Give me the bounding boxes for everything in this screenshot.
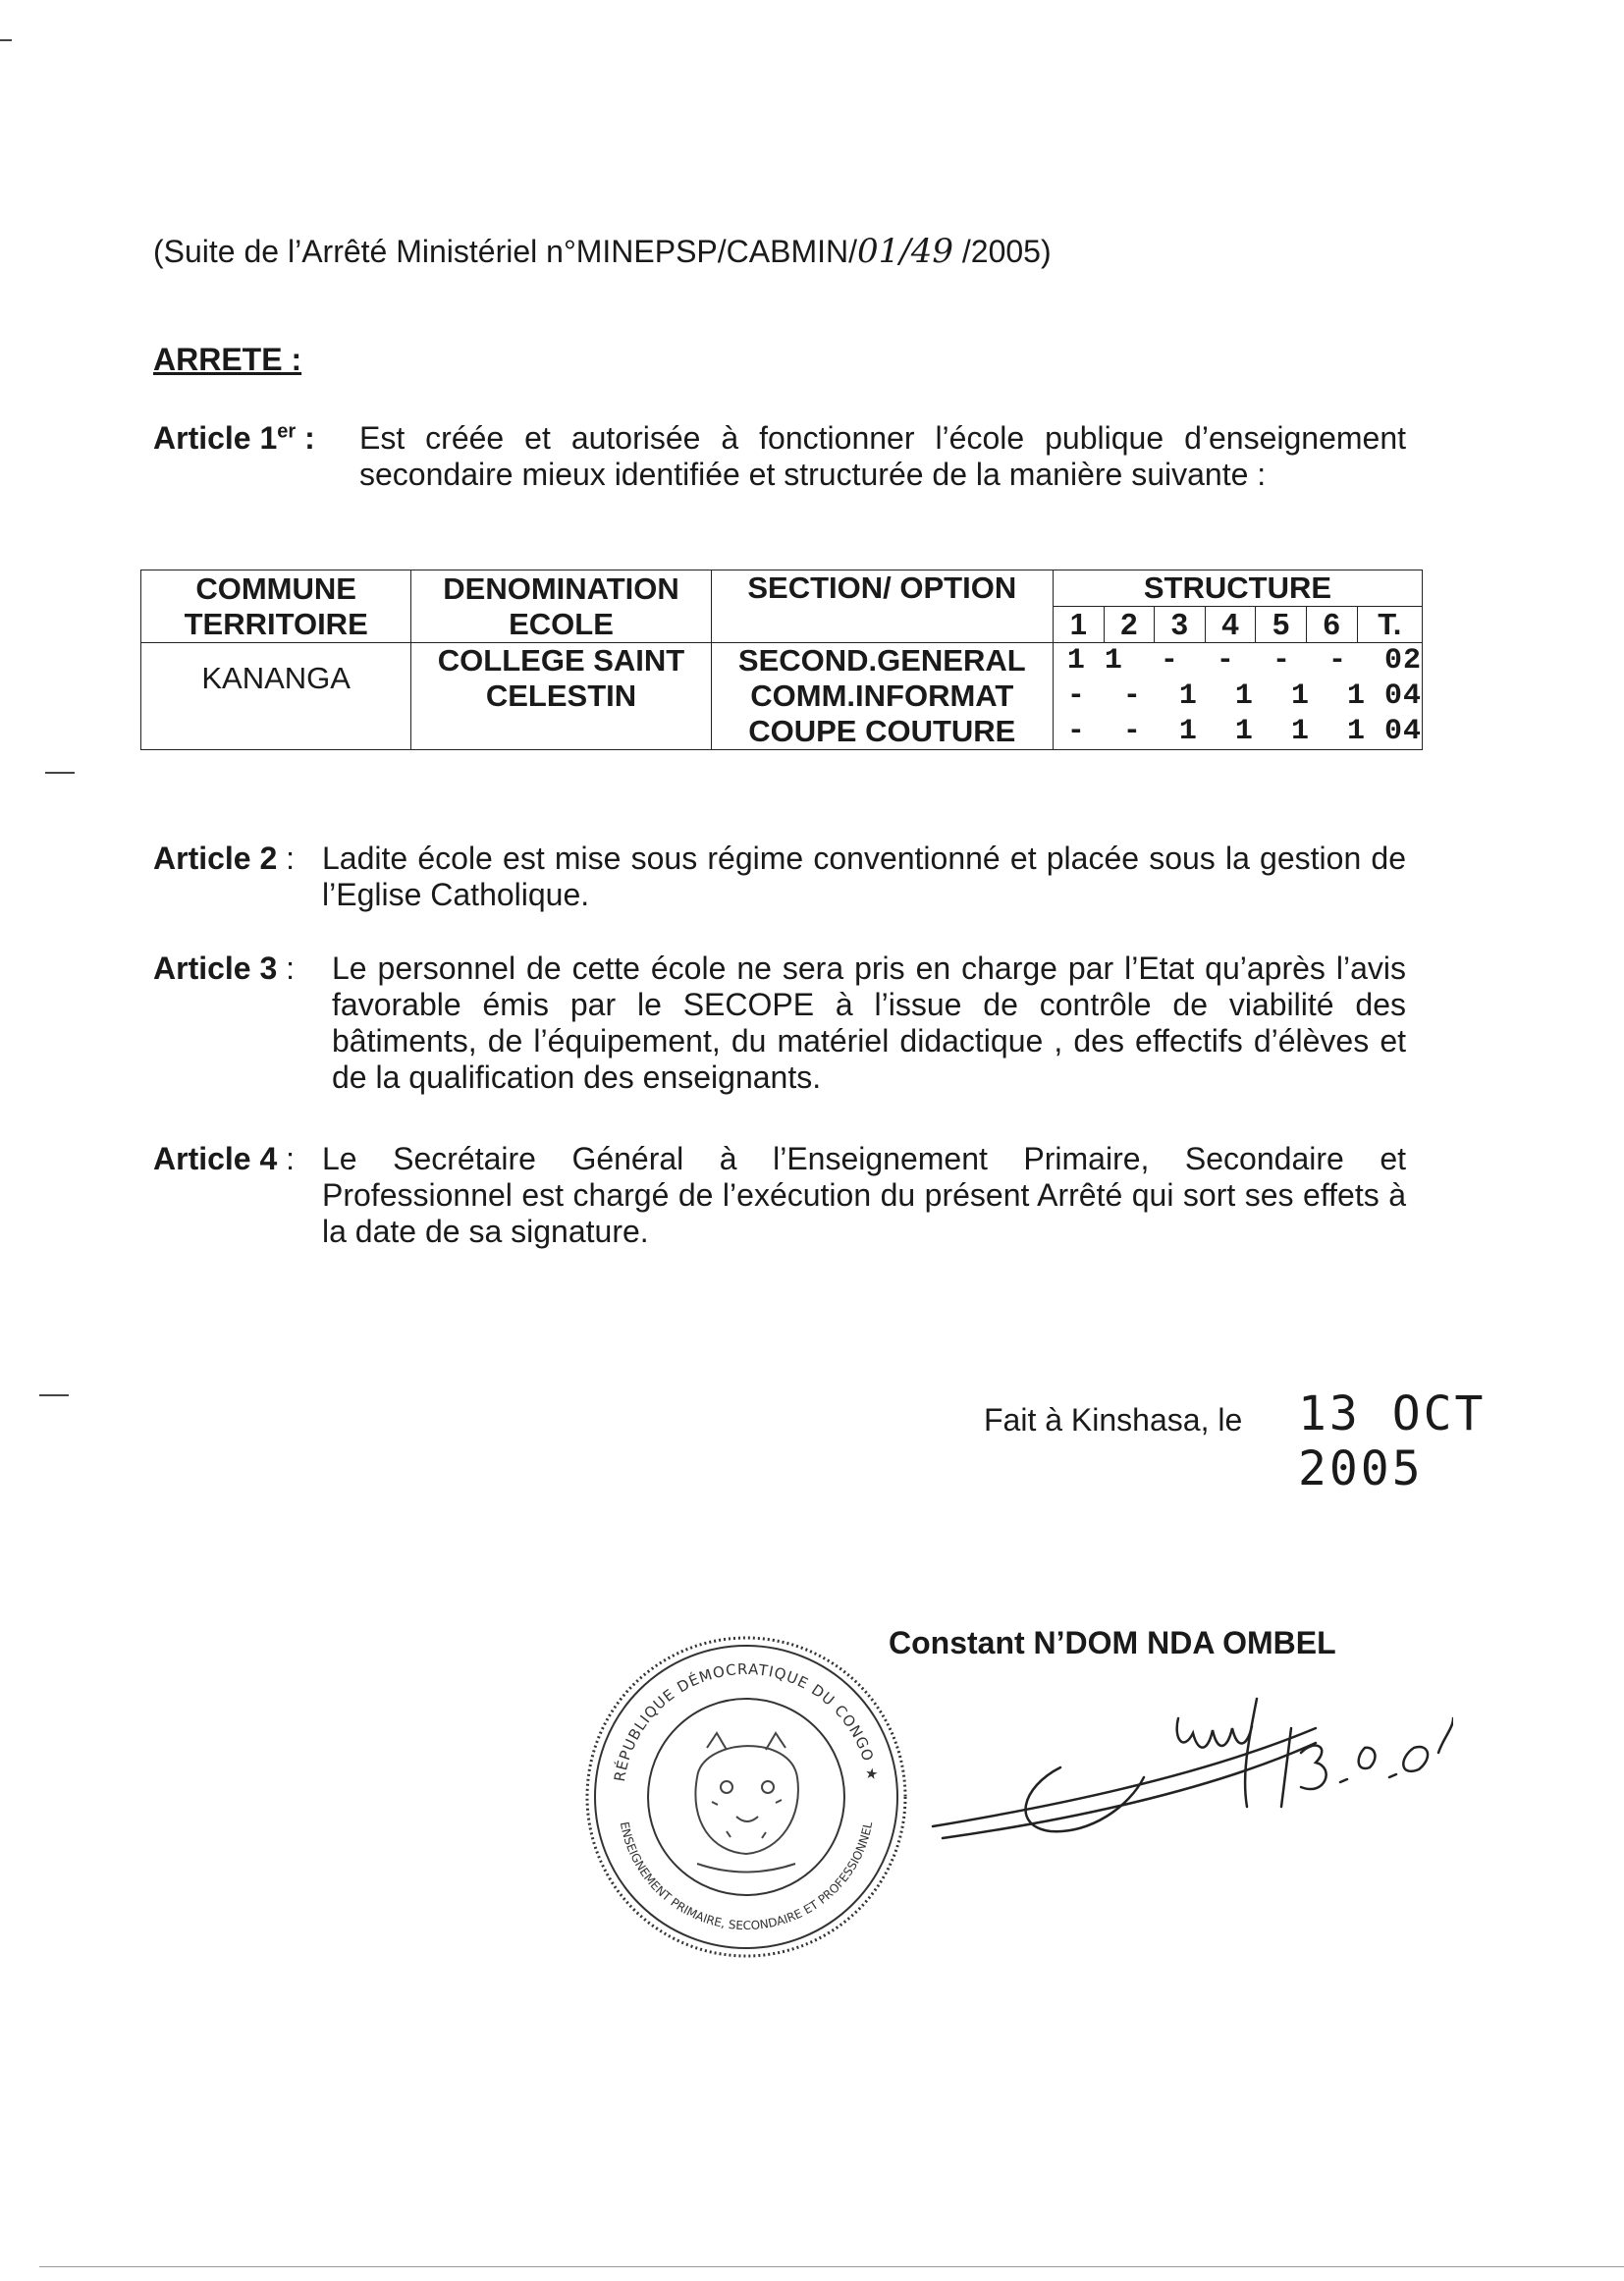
commune-cell: KANANGA (141, 643, 411, 750)
article-3-label: Article 3 : (153, 950, 296, 986)
level-1: 1 (1053, 607, 1104, 643)
signed-place: Fait à Kinshasa, le (984, 1402, 1243, 1438)
denomination-cell: COLLEGE SAINT CELESTIN (411, 643, 711, 750)
scan-mark (0, 39, 12, 41)
reference-prefix: (Suite de l’Arrêté Ministériel n°MINEPSP/CABMIN/ (153, 234, 857, 269)
scan-mark (45, 772, 75, 774)
svg-text:RÉPUBLIQUE DÉMOCRATIQUE DU CON: RÉPUBLIQUE DÉMOCRATIQUE DU CONGO ★ (610, 1659, 883, 1783)
school-structure-table (140, 570, 1423, 750)
header-denomination: DENOMINATION ECOLE (411, 570, 711, 643)
scan-mark (39, 2266, 1624, 2267)
level-6: 6 (1306, 607, 1357, 643)
signatory-name: Constant N’DOM NDA OMBEL (889, 1625, 1336, 1660)
article-2-text: Ladite école est mise sous régime conventionné et placée sous la gestion de l’Eglise Catholique. (322, 841, 1406, 912)
signature-graphic (903, 1659, 1453, 1875)
article-2 (153, 841, 1406, 913)
reference-suffix: /2005) (952, 234, 1052, 269)
scan-mark (39, 1394, 69, 1396)
article-4 (153, 1141, 1406, 1250)
section-cell: SECOND.GENERAL (711, 643, 1053, 679)
level-4: 4 (1205, 607, 1256, 643)
article-1-label: Article 1er : (153, 420, 315, 456)
handwritten-decree-number: 01/49 (857, 232, 953, 271)
header-section: SECTION/ OPTION (711, 570, 1053, 643)
document-reference (153, 232, 1052, 271)
level-3: 3 (1155, 607, 1206, 643)
section-cell: COMM.INFORMAT (711, 679, 1053, 714)
seal-graphic (579, 1630, 913, 1964)
arrete-heading: ARRETE : (153, 342, 302, 377)
article-3 (153, 950, 1406, 1096)
level-2: 2 (1104, 607, 1155, 643)
section-cell: COUPE COUTURE (711, 714, 1053, 750)
official-seal (579, 1630, 913, 1969)
svg-text:ENSEIGNEMENT PRIMAIRE, SECONDA: ENSEIGNEMENT PRIMAIRE, SECONDAIRE ET PROFESSIONNEL (617, 1820, 876, 1933)
level-total: T. (1357, 607, 1422, 643)
date-stamp: 13 OCT 2005 (1298, 1386, 1487, 1496)
article-1-text: Est créée et autorisée à fonctionner l’école publique d’enseignement secondaire mieux identifiée et structurée de la manière suivante : (359, 420, 1406, 492)
article-4-text: Le Secrétaire Général à l’Enseignement Primaire, Secondaire et Professionnel est chargé de l’exécution du présent Arrêté qui sort ses effets à la date de sa signature. (322, 1141, 1406, 1249)
article-2-label: Article 2 : (153, 841, 296, 876)
article-3-text: Le personnel de cette école ne sera pris en charge par l’Etat qu’après l’avis favorable émis par le SECOPE à l’issue de contrôle de viabilité des bâtiments, de l’équipement, du matériel didactique , des effectifs d’élèves et de la qualification des enseignants. (332, 950, 1406, 1095)
article-1 (153, 420, 1406, 493)
structure-cell: - - 1 1 1 1 04 (1053, 714, 1422, 750)
level-5: 5 (1256, 607, 1307, 643)
handwritten-signature (903, 1659, 1453, 1880)
structure-cell: - - 1 1 1 1 04 (1053, 679, 1422, 714)
header-commune: COMMUNE TERRITOIRE (141, 570, 411, 643)
article-4-label: Article 4 : (153, 1141, 296, 1176)
structure-cell: 1 1 - - - - 02 (1053, 643, 1422, 679)
header-structure: STRUCTURE (1053, 570, 1422, 607)
